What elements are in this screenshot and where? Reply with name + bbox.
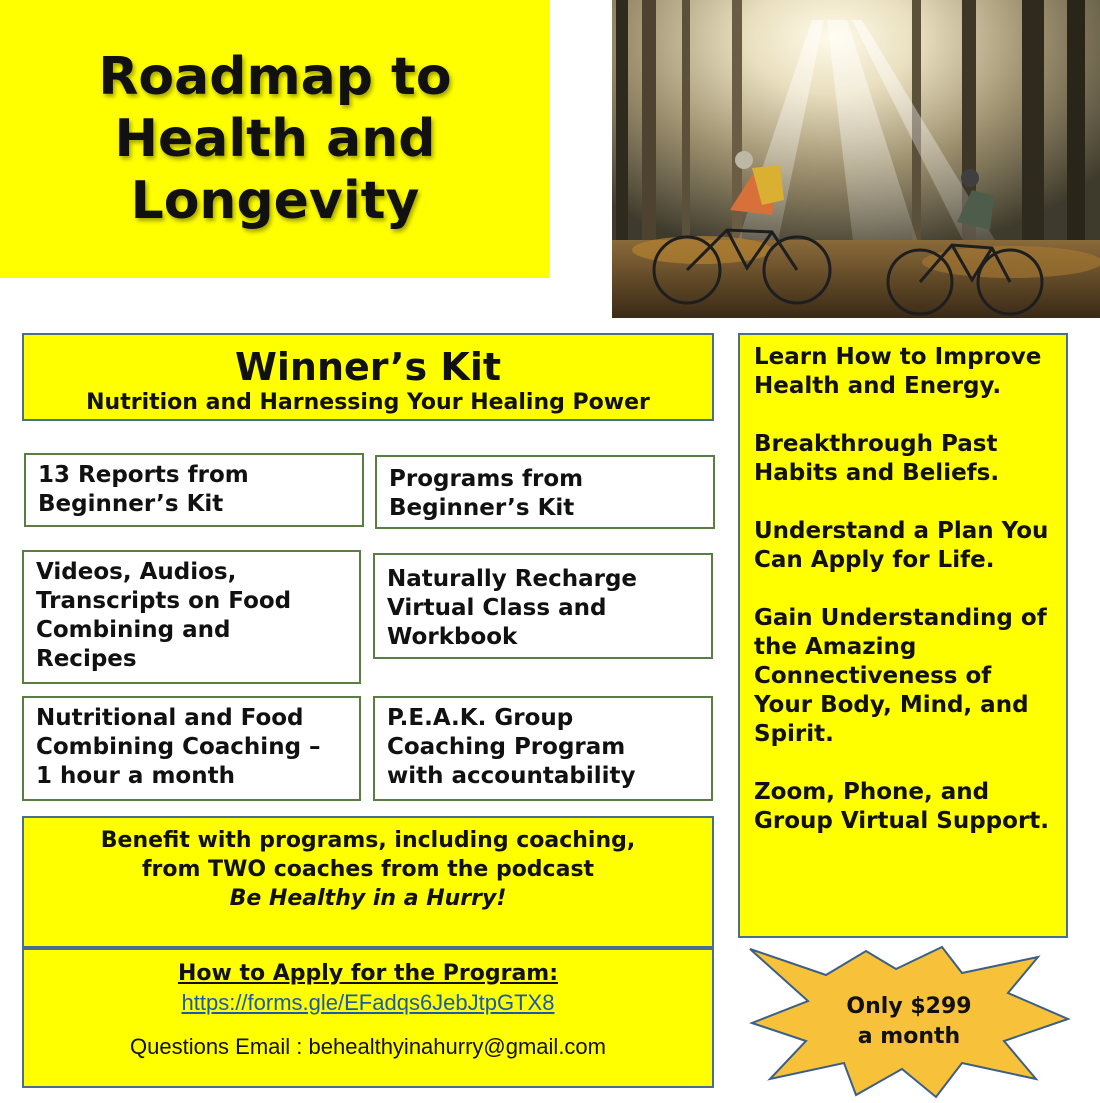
page-title <box>98 46 451 232</box>
feature-box: Naturally Recharge Virtual Class and Workbook <box>373 553 713 659</box>
kit-header <box>22 333 714 421</box>
title-banner <box>0 0 550 278</box>
title-line-2: Health and <box>114 109 436 169</box>
benefit-line-1: Benefit with programs, including coaching, <box>100 828 636 853</box>
side-point: Learn How to Improve Health and Energy. <box>754 344 1042 399</box>
benefits-sidebar <box>738 333 1068 938</box>
side-point: Understand a Plan You Can Apply for Life. <box>754 518 1049 573</box>
feature-box: Nutritional and Food Combining Coaching – 1 hour a month <box>22 696 361 801</box>
feature-box: 13 Reports from Beginner’s Kit <box>24 453 364 527</box>
feature-box: P.E.A.K. Group Coaching Program with accountability <box>373 696 713 801</box>
feature-box: Programs from Beginner’s Kit <box>375 455 715 529</box>
side-point: Gain Understanding of the Amazing Connectiveness of Your Body, Mind, and Spirit. <box>754 605 1047 747</box>
cyclists-forest-photo <box>612 0 1100 318</box>
price-line-1: Only $299 <box>846 994 972 1019</box>
side-point: Breakthrough Past Habits and Beliefs. <box>754 431 1000 486</box>
apply-box <box>22 948 714 1088</box>
apply-form-link[interactable]: https://forms.gle/EFadqs6JebJtpGTX8 <box>181 990 555 1015</box>
apply-heading: How to Apply for the Program: <box>177 961 559 986</box>
price-line-2: a month <box>857 1024 961 1049</box>
feature-box: Videos, Audios, Transcripts on Food Combining and Recipes <box>22 550 361 684</box>
benefit-line-2: from TWO coaches from the podcast <box>141 857 595 882</box>
title-line-3: Longevity <box>130 171 420 231</box>
questions-email: Questions Email : behealthyinahurry@gmail.com <box>130 1034 606 1059</box>
podcast-name: Be Healthy in a Hurry! <box>229 886 507 911</box>
title-line-1: Roadmap to <box>98 47 452 107</box>
kit-subtitle: Nutrition and Harnessing Your Healing Power <box>86 390 650 415</box>
price-label <box>746 945 1072 1099</box>
side-point: Zoom, Phone, and Group Virtual Support. <box>754 779 1050 834</box>
kit-title: Winner’s Kit <box>234 345 502 389</box>
benefit-box <box>22 816 714 948</box>
